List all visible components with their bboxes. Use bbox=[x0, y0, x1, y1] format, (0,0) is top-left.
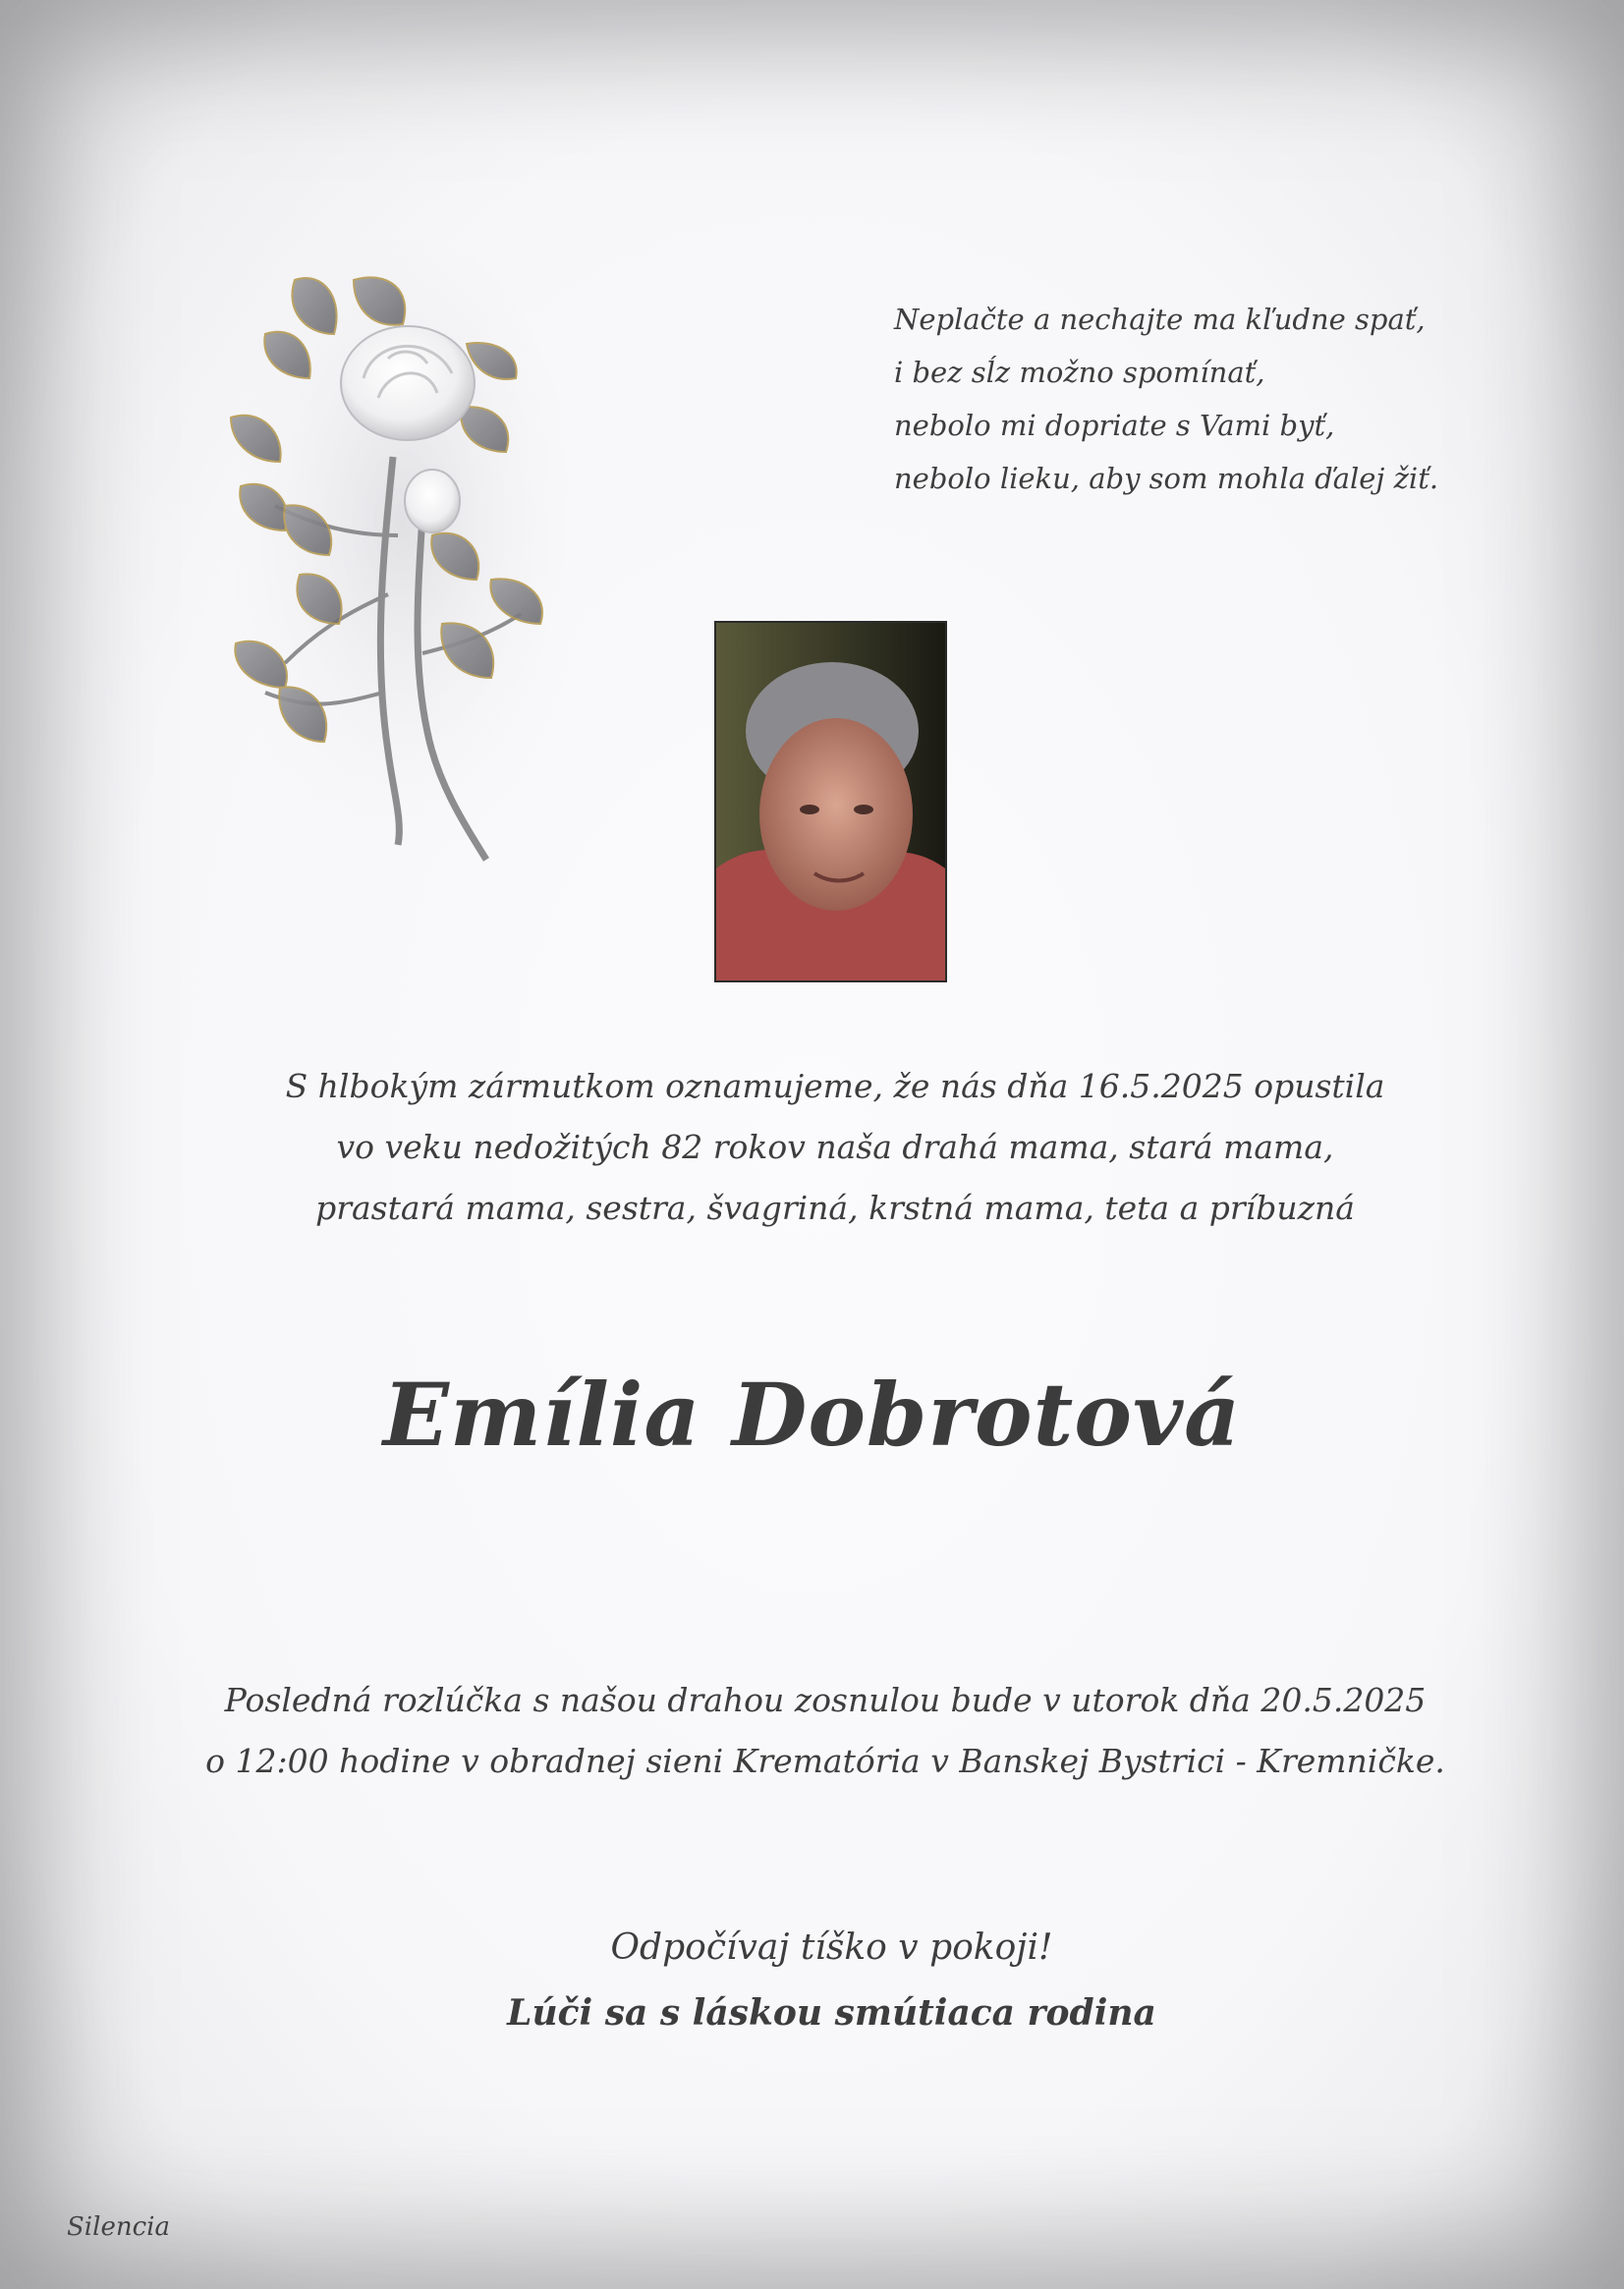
portrait-image bbox=[716, 623, 945, 980]
white-rose-icon bbox=[226, 241, 589, 879]
rest-in-peace-line: Odpočívaj tíško v pokoji! bbox=[610, 1927, 1053, 1968]
announcement-line: prastará mama, sestra, švagriná, krstná mama, teta a príbuzná bbox=[315, 1189, 1355, 1227]
closing-text bbox=[0, 1916, 1624, 2045]
family-signature: Lúči sa s láskou smútiaca rodina bbox=[507, 1992, 1156, 2034]
portrait-photo bbox=[714, 621, 947, 982]
farewell-line: Posledná rozlúčka s našou drahou zosnulou bude v utorok dňa 20.5.2025 bbox=[224, 1681, 1427, 1719]
deceased-name: Emília Dobrotová bbox=[382, 1364, 1242, 1466]
brand-label: Silencia bbox=[67, 2212, 170, 2242]
announcement-text bbox=[177, 1056, 1493, 1239]
poem-line: i bez sĺz možno spomínať, bbox=[894, 356, 1265, 389]
farewell-line: o 12:00 hodine v obradnej sieni Krematória v Banskej Bystrici - Kremničke. bbox=[205, 1742, 1445, 1780]
announcement-line: vo veku nedožitých 82 rokov naša drahá mama, stará mama, bbox=[336, 1128, 1334, 1166]
announcement-line: S hlbokým zármutkom oznamujeme, že nás dňa 16.5.2025 opustila bbox=[285, 1067, 1385, 1105]
poem-line: Neplačte a nechajte ma kľudne spať, bbox=[894, 303, 1426, 336]
poem bbox=[894, 293, 1523, 505]
farewell-details bbox=[118, 1670, 1533, 1792]
poem-line: nebolo mi dopriate s Vami byť, bbox=[894, 409, 1335, 442]
poem-line: nebolo lieku, aby som mohla ďalej žiť. bbox=[894, 462, 1439, 495]
